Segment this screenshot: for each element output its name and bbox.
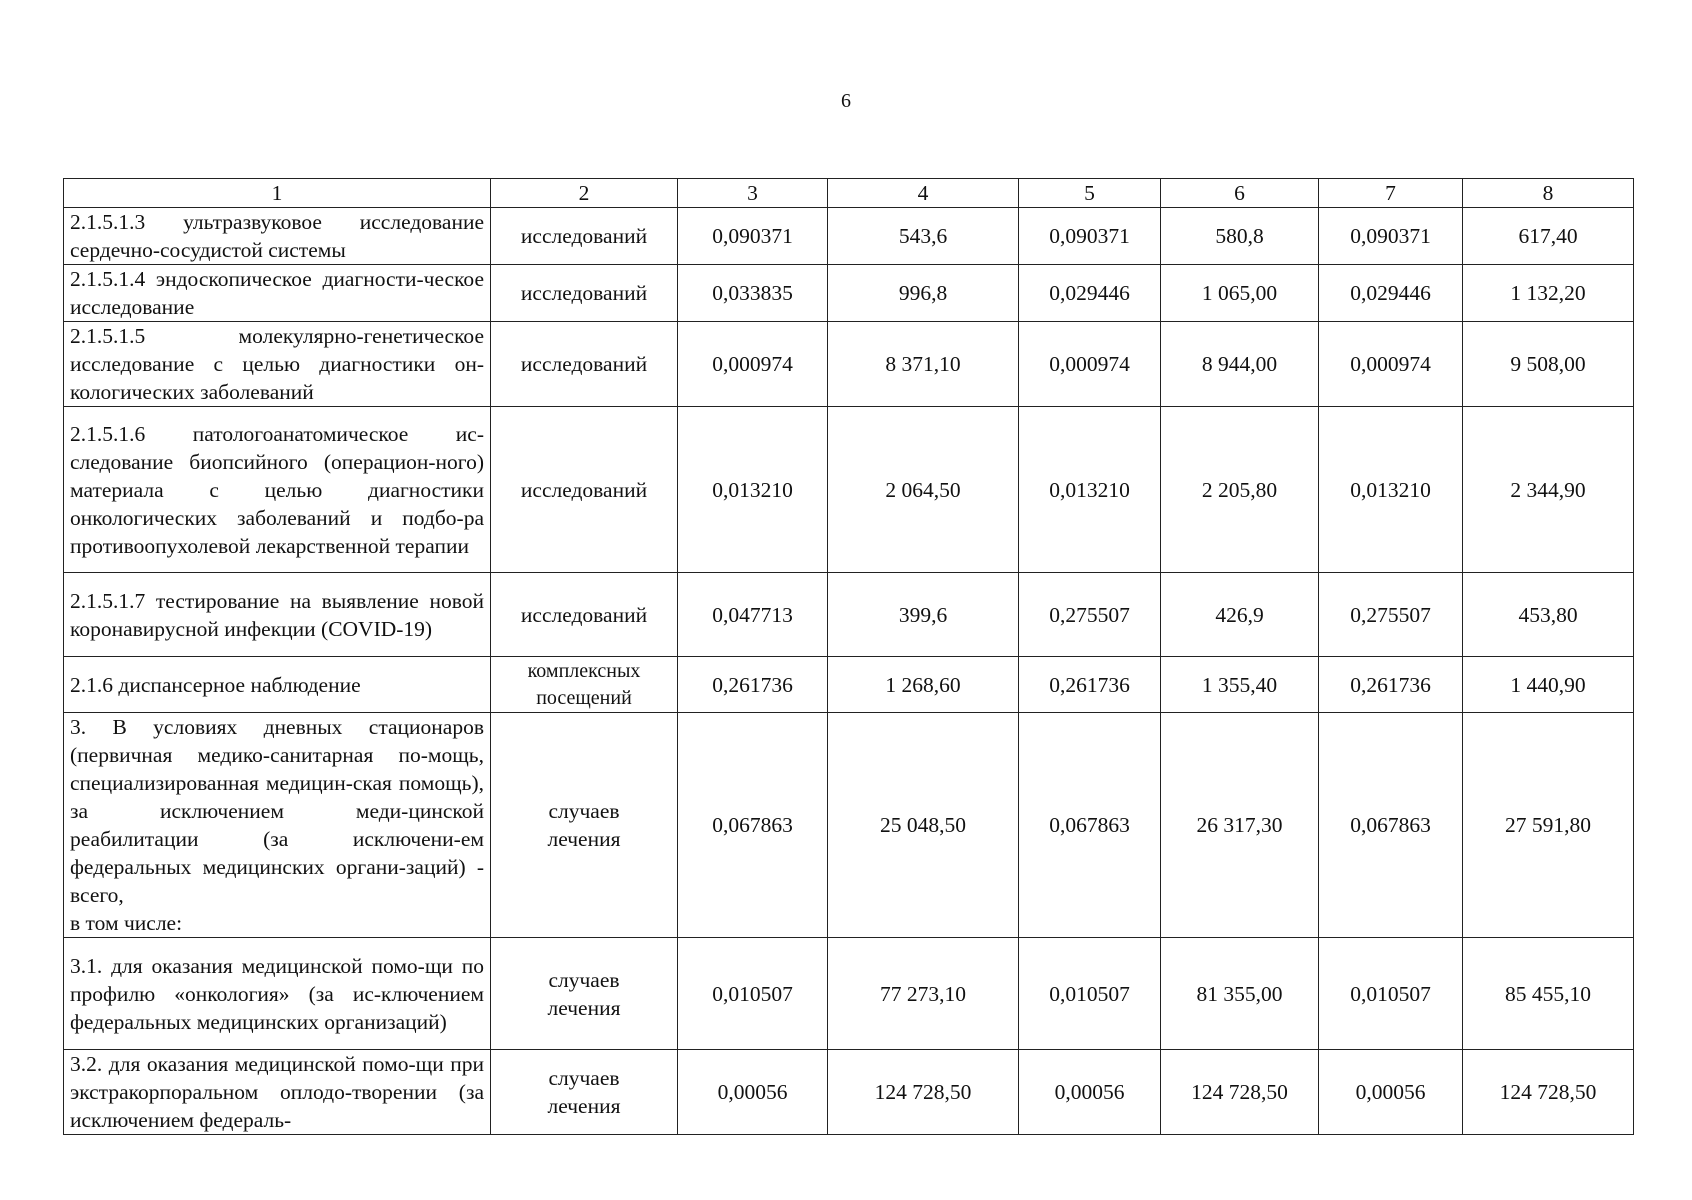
row-value-col-5: 0,029446 xyxy=(1019,265,1161,322)
row-name xyxy=(64,407,491,573)
row-value-col-5: 0,090371 xyxy=(1019,208,1161,265)
row-value-col-4: 1 268,60 xyxy=(828,657,1019,713)
row-value-col-6: 1 065,00 xyxy=(1161,265,1319,322)
row-value-col-6: 426,9 xyxy=(1161,573,1319,657)
row-value-col-8: 9 508,00 xyxy=(1463,322,1634,407)
row-value-col-5: 0,00056 xyxy=(1019,1050,1161,1135)
row-value-col-6: 2 205,80 xyxy=(1161,407,1319,573)
row-name xyxy=(64,1050,491,1135)
row-name xyxy=(64,322,491,407)
row-unit xyxy=(491,265,678,322)
row-unit xyxy=(491,713,678,938)
column-header-6: 6 xyxy=(1161,179,1319,208)
row-name-text: 2.1.5.1.5 молекулярно-генетическое исследование с целью диагностики он-кологических заболеваний xyxy=(70,324,484,404)
table-row xyxy=(64,265,1634,322)
row-value-col-7: 0,000974 xyxy=(1319,322,1463,407)
row-unit-line: исследований xyxy=(520,477,648,502)
row-value-col-7: 0,261736 xyxy=(1319,657,1463,713)
table-row xyxy=(64,208,1634,265)
row-unit-line: лечения xyxy=(547,995,621,1020)
row-name-text: 2.1.5.1.3 ультразвуковое исследование сердечно-сосудистой системы xyxy=(70,210,484,262)
row-unit xyxy=(491,573,678,657)
row-value-col-5: 0,067863 xyxy=(1019,713,1161,938)
table-body xyxy=(64,208,1634,1135)
table-row xyxy=(64,713,1634,938)
tariff-table xyxy=(63,178,1634,1135)
row-value-col-3: 0,033835 xyxy=(678,265,828,322)
row-value-col-5: 0,000974 xyxy=(1019,322,1161,407)
row-unit-line: случаев xyxy=(548,799,620,823)
row-value-col-4: 77 273,10 xyxy=(828,938,1019,1050)
row-value-col-5: 0,013210 xyxy=(1019,407,1161,573)
row-name xyxy=(64,713,491,938)
column-header-8: 8 xyxy=(1463,179,1634,208)
row-unit xyxy=(491,657,678,713)
row-value-col-3: 0,047713 xyxy=(678,573,828,657)
row-value-col-4: 2 064,50 xyxy=(828,407,1019,573)
row-name-extra: в том числе: xyxy=(70,911,183,935)
row-unit-line: случаев xyxy=(548,1066,620,1090)
row-name-text: 2.1.5.1.7 тестирование на выявление новой коронавирусной инфекции (COVID-19) xyxy=(70,588,484,641)
row-name-text: 3. В условиях дневных стационаров (первичная медико-санитарная по-мощь, специализированная медицин-ская помощь), за исключением меди-цинской реабилитации (за исключени-ем федеральных медицинских органи-заций) - всего, xyxy=(70,715,484,907)
row-value-col-8: 124 728,50 xyxy=(1463,1050,1634,1135)
row-value-col-8: 27 591,80 xyxy=(1463,713,1634,938)
row-unit-line: комплексных xyxy=(527,659,641,682)
row-value-col-8: 453,80 xyxy=(1463,573,1634,657)
row-value-col-6: 81 355,00 xyxy=(1161,938,1319,1050)
column-header-5: 5 xyxy=(1019,179,1161,208)
row-unit-line: лечения xyxy=(547,1094,621,1118)
table-row xyxy=(64,573,1634,657)
row-value-col-4: 399,6 xyxy=(828,573,1019,657)
page-number: 6 xyxy=(841,90,851,112)
row-value-col-6: 26 317,30 xyxy=(1161,713,1319,938)
row-value-col-6: 1 355,40 xyxy=(1161,657,1319,713)
row-value-col-6: 580,8 xyxy=(1161,208,1319,265)
table-row xyxy=(64,938,1634,1050)
row-unit-line: случаев xyxy=(548,967,620,992)
row-value-col-7: 0,275507 xyxy=(1319,573,1463,657)
row-unit-line: исследований xyxy=(520,602,648,627)
row-value-col-5: 0,275507 xyxy=(1019,573,1161,657)
row-value-col-7: 0,067863 xyxy=(1319,713,1463,938)
row-value-col-6: 8 944,00 xyxy=(1161,322,1319,407)
column-header-7: 7 xyxy=(1319,179,1463,208)
row-value-col-5: 0,010507 xyxy=(1019,938,1161,1050)
row-name-text: 2.1.5.1.6 патологоанатомическое ис-следование биопсийного (операцион-ного) материала с целью диагностики онкологических заболеваний и подбо-ра противоопухолевой лекарственной терапии xyxy=(70,421,484,558)
row-unit-line: исследований xyxy=(520,281,648,305)
row-unit-line: исследований xyxy=(520,224,648,248)
row-unit xyxy=(491,407,678,573)
row-value-col-3: 0,00056 xyxy=(678,1050,828,1135)
row-unit xyxy=(491,1050,678,1135)
row-value-col-7: 0,013210 xyxy=(1319,407,1463,573)
row-value-col-6: 124 728,50 xyxy=(1161,1050,1319,1135)
row-value-col-8: 1 132,20 xyxy=(1463,265,1634,322)
table-row xyxy=(64,322,1634,407)
column-header-1: 1 xyxy=(64,179,491,208)
row-unit xyxy=(491,938,678,1050)
column-header-4: 4 xyxy=(828,179,1019,208)
row-value-col-8: 2 344,90 xyxy=(1463,407,1634,573)
row-value-col-3: 0,261736 xyxy=(678,657,828,713)
row-unit-line: исследований xyxy=(520,352,648,376)
row-value-col-7: 0,00056 xyxy=(1319,1050,1463,1135)
row-name-text: 2.1.5.1.4 эндоскопическое диагности-ческое исследование xyxy=(70,267,484,319)
row-value-col-4: 996,8 xyxy=(828,265,1019,322)
row-unit-line: посещений xyxy=(536,686,632,709)
column-header-2: 2 xyxy=(491,179,678,208)
row-value-col-5: 0,261736 xyxy=(1019,657,1161,713)
row-name xyxy=(64,265,491,322)
row-value-col-4: 25 048,50 xyxy=(828,713,1019,938)
row-name-text: 3.1. для оказания медицинской помо-щи по профилю «онкология» (за ис-ключением федеральных медицинских организаций) xyxy=(70,953,484,1034)
row-value-col-4: 8 371,10 xyxy=(828,322,1019,407)
row-value-col-3: 0,013210 xyxy=(678,407,828,573)
table-row xyxy=(64,657,1634,713)
row-name xyxy=(64,573,491,657)
row-value-col-8: 1 440,90 xyxy=(1463,657,1634,713)
table-row xyxy=(64,407,1634,573)
row-name xyxy=(64,208,491,265)
table-row xyxy=(64,1050,1634,1135)
row-value-col-3: 0,090371 xyxy=(678,208,828,265)
row-name xyxy=(64,938,491,1050)
row-unit xyxy=(491,322,678,407)
row-value-col-7: 0,090371 xyxy=(1319,208,1463,265)
row-value-col-3: 0,000974 xyxy=(678,322,828,407)
row-value-col-4: 543,6 xyxy=(828,208,1019,265)
row-value-col-7: 0,010507 xyxy=(1319,938,1463,1050)
row-name xyxy=(64,657,491,713)
header-row xyxy=(64,179,1634,208)
row-value-col-8: 617,40 xyxy=(1463,208,1634,265)
row-unit xyxy=(491,208,678,265)
row-value-col-3: 0,010507 xyxy=(678,938,828,1050)
row-name-text: 2.1.6 диспансерное наблюдение xyxy=(70,672,361,697)
row-value-col-3: 0,067863 xyxy=(678,713,828,938)
column-header-3: 3 xyxy=(678,179,828,208)
row-value-col-8: 85 455,10 xyxy=(1463,938,1634,1050)
row-unit-line: лечения xyxy=(547,827,621,851)
row-value-col-7: 0,029446 xyxy=(1319,265,1463,322)
row-name-text: 3.2. для оказания медицинской помо-щи при экстракорпоральном оплодо-творении (за исключением федераль- xyxy=(70,1052,484,1132)
row-value-col-4: 124 728,50 xyxy=(828,1050,1019,1135)
